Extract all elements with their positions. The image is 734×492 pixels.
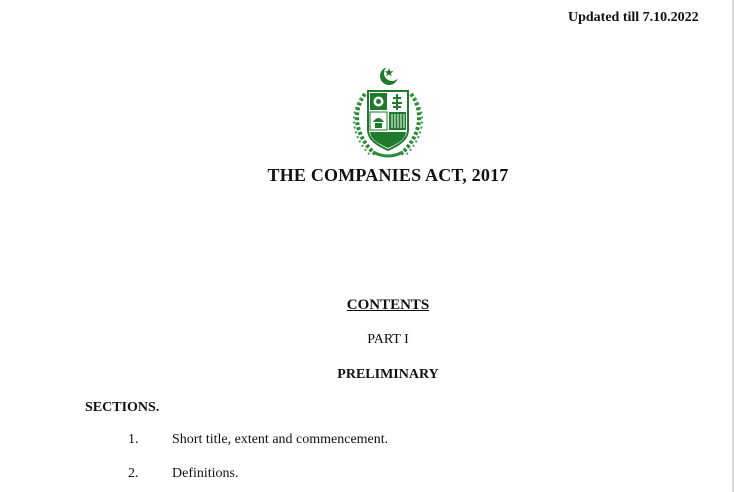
section-number: 2. (128, 466, 139, 481)
updated-date: Updated till 7.10.2022 (568, 10, 699, 25)
section-title: Short title, extent and commencement. (172, 432, 389, 447)
contents-heading: CONTENTS (346, 297, 430, 313)
part-title: PRELIMINARY (337, 367, 439, 382)
part-label: PART I (367, 332, 409, 347)
act-title: THE COMPANIES ACT, 2017 (267, 165, 509, 185)
section-title: Definitions. (172, 466, 239, 481)
state-emblem-icon (345, 64, 431, 164)
section-number: 1. (128, 432, 139, 447)
sections-heading: SECTIONS. (85, 400, 160, 415)
